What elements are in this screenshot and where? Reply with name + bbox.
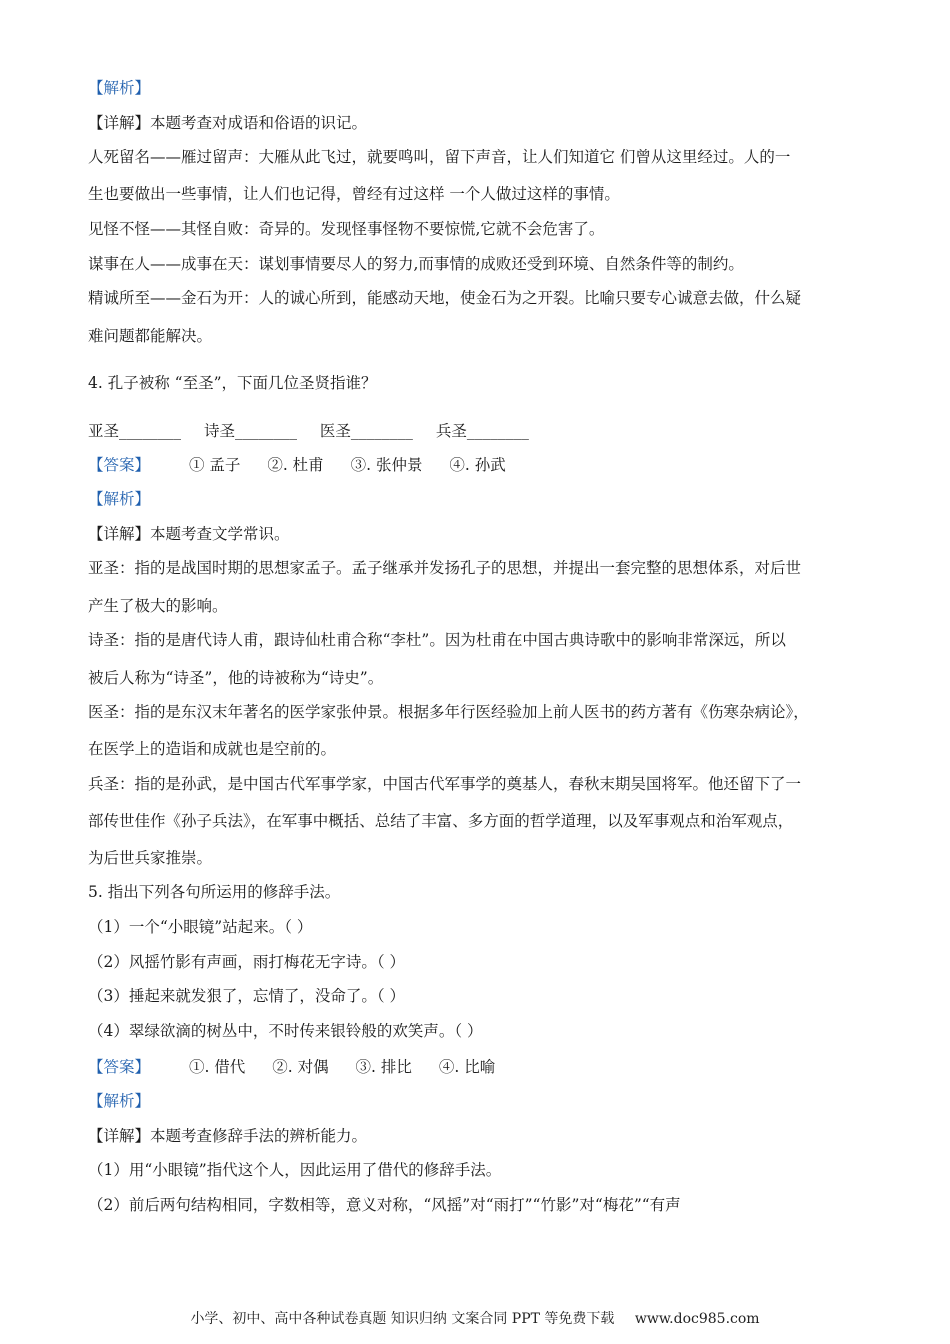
q4-detail: 【详解】本题考查文学常识。 bbox=[88, 525, 290, 543]
q5-line-1: （1）用“小眼镜”指代这个人，因此运用了借代的修辞手法。 bbox=[88, 1161, 502, 1179]
q4-answer-1: ① 孟子 bbox=[188, 456, 241, 474]
q5-answer-4: ④. 比喻 bbox=[438, 1058, 496, 1076]
q5-answer-row bbox=[88, 1057, 517, 1077]
q5-answer-tag: 【答案】 bbox=[88, 1058, 151, 1076]
q3-analysis-tag: 【解析】 bbox=[88, 79, 151, 97]
q3-detail: 【详解】本题考查对成语和俗语的识记。 bbox=[88, 114, 368, 132]
q4-line-1: 亚圣：指的是战国时期的思想家孟子。孟子继承并发扬孔子的思想，并提出一套完整的思想体系，对后世 bbox=[88, 559, 802, 577]
q5-item-4: （4）翠绿欲滴的树丛中，不时传来银铃般的欢笑声。（ ） bbox=[88, 1022, 483, 1040]
q4-blank-4: 兵圣________ bbox=[435, 422, 529, 440]
q4-answer-row bbox=[88, 455, 528, 475]
q3-line-4: 谋事在人——成事在天：谋划事情要尽人的努力,而事情的成败还受到环境、自然条件等的制约。 bbox=[88, 255, 744, 273]
q5-item-2: （2）风摇竹影有声画，雨打梅花无字诗。（ ） bbox=[88, 953, 406, 971]
q3-line-3: 见怪不怪——其怪自败：奇异的。发现怪事怪物不要惊慌,它就不会危害了。 bbox=[88, 220, 605, 238]
q5-item-1: （1）一个“小眼镜”站起来。（ ） bbox=[88, 918, 313, 936]
q3-line-2: 生也要做出一些事情，让人们也记得，曾经有过这样 一个人做过这样的事情。 bbox=[88, 185, 620, 203]
q4-line-6: 在医学上的造诣和成就也是空前的。 bbox=[88, 740, 337, 758]
q4-answer-3: ③. 张仲景 bbox=[350, 456, 423, 474]
page-footer bbox=[0, 1308, 950, 1328]
q4-line-2: 产生了极大的影响。 bbox=[88, 597, 228, 615]
q4-blank-1: 亚圣________ bbox=[88, 422, 182, 440]
q4-answer-4: ④. 孙武 bbox=[449, 456, 506, 474]
q5-answer-1: ①. 借代 bbox=[188, 1058, 246, 1076]
q5-item-3: （3）捶起来就发狠了，忘情了，没命了。（ ） bbox=[88, 987, 406, 1005]
q4-blank-2: 诗圣________ bbox=[203, 422, 297, 440]
q4-line-7: 兵圣：指的是孙武，是中国古代军事学家，中国古代军事学的奠基人，春秋末期吴国将军。他还留下了一 bbox=[88, 775, 802, 793]
q5-question: 5. 指出下列各句所运用的修辞手法。 bbox=[88, 883, 341, 901]
q5-line-2: （2）前后两句结构相同，字数相等，意义对称，“风摇”对“雨打”“竹影”对“梅花”“有声 bbox=[88, 1196, 681, 1214]
q4-line-3: 诗圣：指的是唐代诗人甫，跟诗仙杜甫合称“李杜”。因为杜甫在中国古典诗歌中的影响非常深远，所以 bbox=[88, 631, 786, 649]
q4-question: 4. 孔子被称 “至圣”，下面几位圣贤指谁？ bbox=[88, 374, 377, 392]
q4-line-8: 部传世佳作《孙子兵法》，在军事中概括、总结了丰富、多方面的哲学道理，以及军事观点和治军观点， bbox=[88, 812, 794, 830]
q3-line-6: 难问题都能解决。 bbox=[88, 327, 213, 345]
q4-line-4: 被后人称为“诗圣”，他的诗被称为“诗史”。 bbox=[88, 669, 384, 687]
q4-line-5: 医圣：指的是东汉末年著名的医学家张仲景。根据多年行医经验加上前人医书的药方著有《伤寒杂病论》， bbox=[88, 703, 809, 721]
q4-answer-tag: 【答案】 bbox=[88, 456, 151, 474]
q5-answer-2: ②. 对偶 bbox=[272, 1058, 329, 1076]
q5-answer-3: ③. 排比 bbox=[355, 1058, 412, 1076]
q4-blank-3: 医圣________ bbox=[319, 422, 413, 440]
q4-blanks-row bbox=[88, 421, 547, 441]
q4-line-9: 为后世兵家推崇。 bbox=[88, 849, 213, 867]
footer-url[interactable]: www.doc985.com bbox=[634, 1311, 760, 1327]
q4-answer-2: ②. 杜甫 bbox=[267, 456, 324, 474]
q3-line-5: 精诚所至——金石为开：人的诚心所到，能感动天地，使金石为之开裂。比喻只要专心诚意去做，什么疑 bbox=[88, 289, 802, 307]
q5-detail: 【详解】本题考查修辞手法的辨析能力。 bbox=[88, 1127, 368, 1145]
q4-analysis-tag: 【解析】 bbox=[88, 490, 151, 508]
q5-analysis-tag: 【解析】 bbox=[88, 1092, 151, 1110]
q3-line-1: 人死留名——雁过留声：大雁从此飞过，就要鸣叫，留下声音，让人们知道它 们曾从这里经过。人的一 bbox=[88, 148, 791, 166]
footer-text: 小学、初中、高中各种试卷真题 知识归纳 文案合同 PPT 等免费下载 bbox=[190, 1311, 615, 1327]
